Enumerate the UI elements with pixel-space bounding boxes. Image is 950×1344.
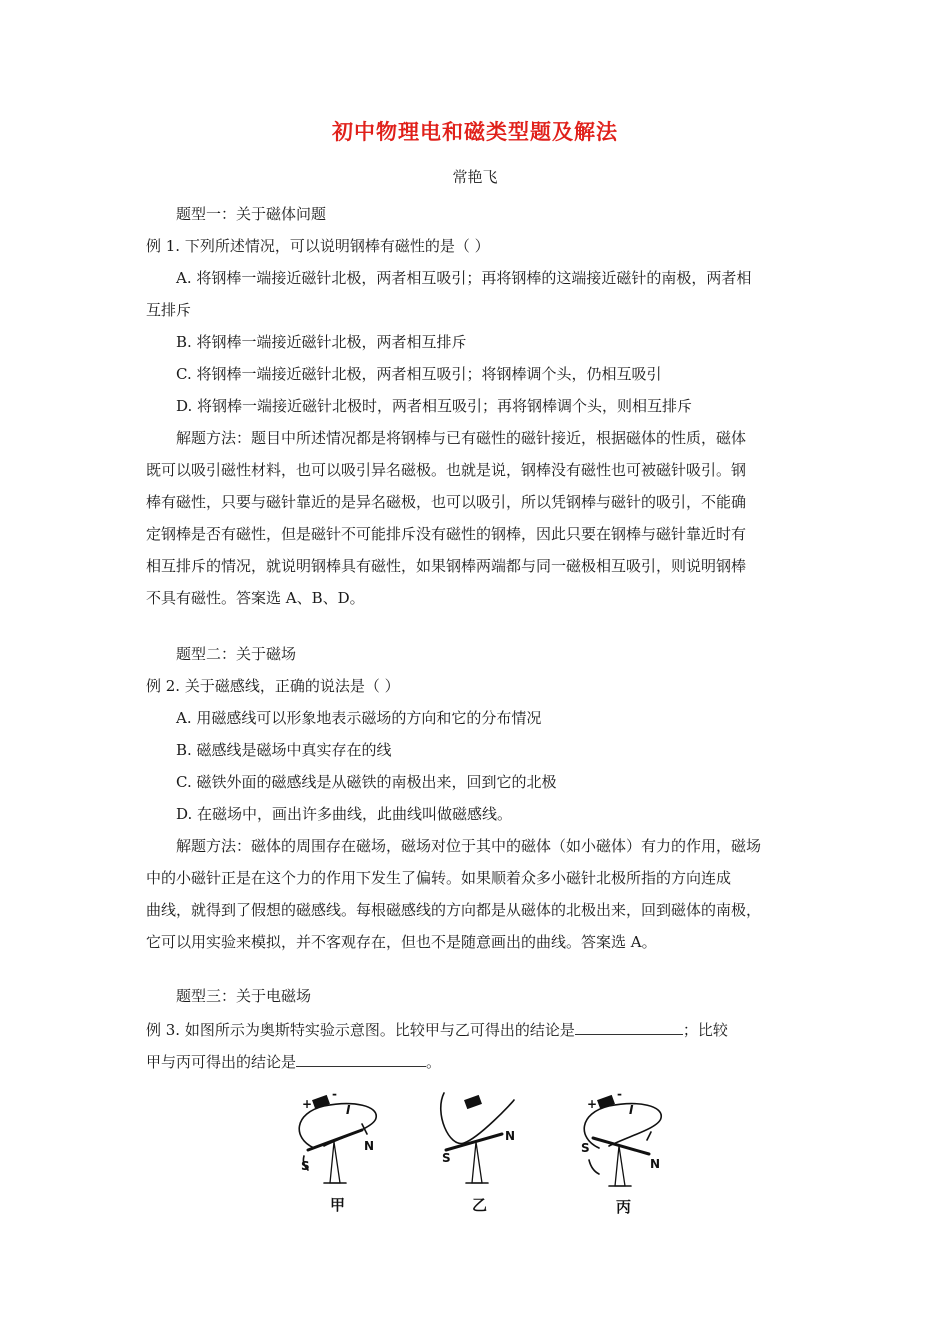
example2-option-c: C. 磁铁外面的磁感线是从磁铁的南极出来，回到它的北极 — [176, 773, 557, 791]
example2-solution-line: 解题方法：磁体的周围存在磁场，磁场对位于其中的磁体（如小磁体）有力的作用，磁场 — [176, 837, 762, 855]
answer-blank-2[interactable] — [296, 1050, 426, 1067]
example2-option-a: A. 用磁感线可以形象地表示磁场的方向和它的分布情况 — [176, 709, 542, 727]
example2-solution-line: 中的小磁针正是在这个力的作用下发生了偏转。如果顺着众多小磁针北极所指的方向连成 — [146, 869, 732, 887]
pole-s-label: S — [581, 1141, 590, 1155]
example1-solution-line: 不具有磁性。答案选 A、B、D。 — [146, 589, 365, 607]
example3-question — [146, 1018, 728, 1040]
minus-sign: - — [617, 1088, 622, 1101]
pole-s-label: S — [442, 1151, 451, 1165]
example3-question-text: ；比较 — [682, 1021, 728, 1039]
minus-sign: - — [332, 1088, 337, 1101]
plus-sign: + — [302, 1097, 313, 1111]
example1-solution-line: 棒有磁性，只要与磁针靠近的是异名磁极，也可以吸引，所以凭钢棒与磁针的吸引，不能确 — [146, 493, 747, 511]
example1-option-c: C. 将钢棒一端接近磁针北极，两者相互吸引；将钢棒调个头，仍相互吸引 — [176, 365, 662, 383]
example1-option-d: D. 将钢棒一端接近磁针北极时，两者相互吸引；再将钢棒调个头，则相互排斥 — [176, 397, 693, 415]
document-title: 初中物理电和磁类型题及解法 — [332, 119, 618, 144]
section1-heading: 题型一：关于磁体问题 — [176, 205, 327, 223]
section2-heading: 题型二：关于磁场 — [176, 645, 297, 663]
pole-s-label: S — [301, 1159, 310, 1173]
example1-solution-line: 解题方法：题目中所述情况都是将钢棒与已有磁性的磁针接近，根据磁体的性质，磁体 — [176, 429, 747, 447]
pole-n-label: N — [364, 1139, 375, 1153]
example2-solution-line: 曲线，就得到了假想的磁感线。每根磁感线的方向都是从磁体的北极出来，回到磁体的南极， — [146, 901, 762, 919]
figure-label-yi: 乙 — [472, 1196, 488, 1214]
author-name: 常艳飞 — [452, 168, 498, 186]
example3-question-text: 。 — [426, 1053, 442, 1071]
needle-stand — [615, 1146, 625, 1186]
battery-icon — [465, 1096, 481, 1108]
section3-heading: 题型三：关于电磁场 — [176, 987, 312, 1005]
example1-solution-line: 定钢棒是否有磁性，但是磁针不可能排斥没有磁性的钢棒，因此只要在钢棒与磁针靠近时有 — [146, 525, 747, 543]
example3-question-text: 例 3. 如图所示为奥斯特实验示意图。比较甲与乙可得出的结论是 — [146, 1021, 575, 1039]
oersted-experiment-figure — [284, 1088, 674, 1218]
figure-label-bing: 丙 — [616, 1198, 632, 1216]
pole-n-label: N — [505, 1129, 516, 1143]
current-label: I — [629, 1103, 634, 1117]
example1-option-b: B. 将钢棒一端接近磁针北极，两者相互排斥 — [176, 333, 467, 351]
example3-question-text: 甲与丙可得出的结论是 — [146, 1053, 297, 1071]
answer-blank-1[interactable] — [575, 1018, 683, 1035]
example2-question: 例 2. 关于磁感线，正确的说法是（ ） — [146, 677, 400, 695]
current-label: I — [346, 1103, 351, 1117]
example3-question-line2 — [146, 1050, 441, 1072]
figure-yi — [441, 1093, 514, 1183]
example2-solution-line: 它可以用实验来模拟，并不客观存在，但也不是随意画出的曲线。答案选 A。 — [146, 933, 657, 951]
pole-n-label: N — [650, 1157, 661, 1171]
figure-label-jia: 甲 — [330, 1196, 346, 1214]
plus-sign: + — [587, 1097, 598, 1111]
deflection-arrow — [647, 1132, 651, 1140]
example2-option-d: D. 在磁场中，画出许多曲线，此曲线叫做磁感线。 — [176, 805, 513, 823]
needle-stand — [472, 1142, 482, 1183]
deflection-arrow — [589, 1160, 599, 1174]
example1-option-a-cont: 互排斥 — [146, 301, 192, 319]
needle-stand — [330, 1142, 340, 1183]
example1-solution-line: 既可以吸引磁性材料，也可以吸引异名磁极。也就是说，钢棒没有磁性也可被磁针吸引。钢 — [146, 461, 747, 479]
example2-option-b: B. 磁感线是磁场中真实存在的线 — [176, 741, 392, 759]
example1-solution-line: 相互排斥的情况，就说明钢棒具有磁性，如果钢棒两端都与同一磁极相互吸引，则说明钢棒 — [146, 557, 747, 575]
example1-option-a: A. 将钢棒一端接近磁针北极，两者相互吸引；再将钢棒的这端接近磁针的南极，两者相 — [176, 269, 752, 287]
example1-question: 例 1. 下列所述情况，可以说明钢棒有磁性的是（ ） — [146, 237, 490, 255]
